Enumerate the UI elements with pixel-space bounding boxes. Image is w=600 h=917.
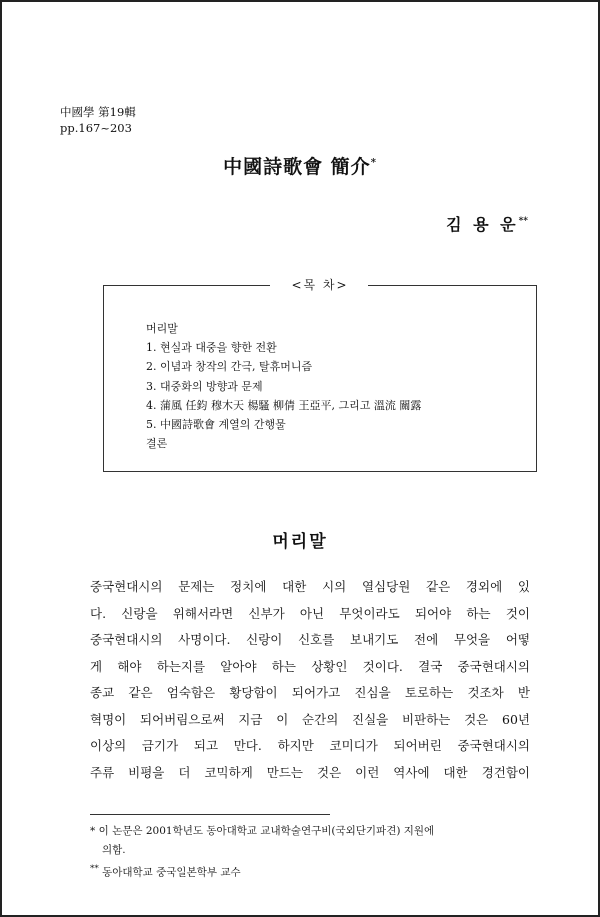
footnote-2-marker: ** (90, 864, 99, 874)
body-line: 다. 신랑을 위해서라면 신부가 아닌 무엇이라도 되어야 하는 것이 (90, 605, 530, 621)
footnote-2-text: 동아대학교 중국일본학부 교수 (102, 866, 241, 879)
paper-title (0, 152, 600, 179)
toc-item: 머리말 (146, 322, 178, 335)
body-line: 혁명이 되어버림으로써 지금 이 순간의 진실을 비판하는 것은 60년 (90, 711, 530, 727)
footnote-1-marker: * (90, 825, 96, 837)
footnote-1-text: 이 논문은 2001학년도 동아대학교 교내학술연구비(국외단기파견) 지원에 (98, 825, 435, 837)
body-line: 게 해야 하는지를 알아야 하는 상황인 것이다. 결국 중국현대시의 (90, 658, 530, 674)
toc-item: 2. 이념과 창작의 간극, 탈휴머니즘 (146, 360, 313, 374)
author-name: 김 용 운 (446, 215, 519, 234)
toc-item: 1. 현실과 대중을 향한 전환 (146, 341, 277, 355)
journal-header (60, 104, 136, 136)
body-line: 종교 같은 엄숙함은 황당함이 되어가고 진심을 토로하는 것조차 반 (90, 685, 530, 700)
section-heading: 머리말 (272, 532, 328, 552)
footnote-1-continuation: 의함. (102, 844, 126, 856)
body-paragraph (90, 574, 530, 786)
footnote-2 (90, 860, 530, 883)
journal-pages: pp.167~203 (60, 121, 132, 135)
body-line: 이상의 금기가 되고 만다. 하지만 코미디가 되어버린 중국현대시의 (90, 738, 530, 753)
toc-item: 3. 대중화의 방향과 문제 (146, 379, 263, 393)
toc-item: 4. 蒲風 任鈞 穆木天 楊騷 柳倩 王亞平, 그리고 溫流 關露 (146, 398, 422, 412)
body-line: 주류 비평을 더 코믹하게 만드는 것은 이런 역사에 대한 경건함이 (90, 764, 530, 780)
footnote-rule (90, 814, 330, 815)
title-footnote-marker: * (370, 157, 377, 169)
paper-title-text: 中國詩歌會 簡介 (223, 156, 371, 178)
footnotes (90, 822, 530, 883)
body-line: 중국현대시의 사명이다. 신랑이 신호를 보내기도 전에 무엇을 어떻 (90, 632, 530, 647)
toc-item: 5. 中國詩歌會 계열의 간행물 (146, 418, 286, 432)
author-footnote-marker: ** (518, 216, 528, 227)
table-of-contents (103, 278, 537, 472)
footnote-1 (90, 822, 530, 841)
author (446, 212, 528, 235)
toc-title: <목 차> (291, 278, 349, 292)
body-line: 중국현대시의 문제는 정치에 대한 시의 열심당원 같은 경외에 있 (90, 579, 530, 594)
toc-item: 결론 (146, 437, 168, 451)
journal-name: 中國學 第19輯 (60, 105, 136, 119)
toc-list (146, 319, 421, 453)
